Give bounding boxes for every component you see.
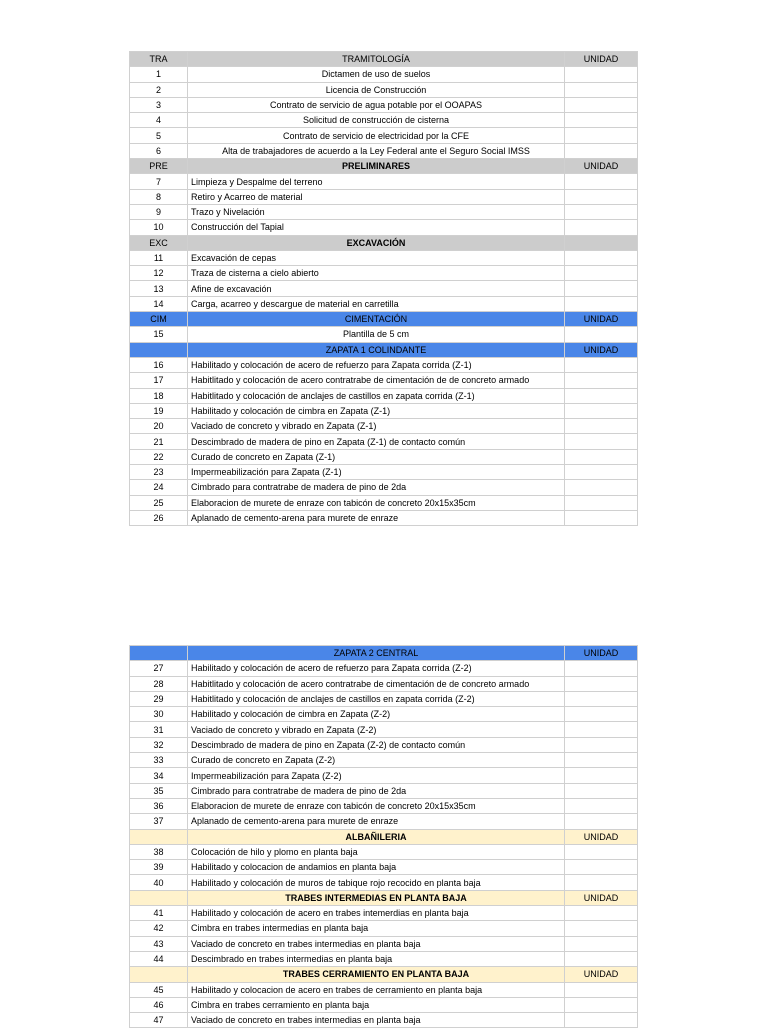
table-row: [130, 174, 638, 189]
item-number: 37: [130, 814, 188, 829]
section-header-row: [130, 159, 638, 174]
item-description: Habitlitado y colocación de anclajes de castillos en zapata corrida (Z-2): [188, 691, 565, 706]
item-number: 1: [130, 67, 188, 82]
table-row: [130, 281, 638, 296]
table-row: [130, 510, 638, 525]
table-row: [130, 982, 638, 997]
table-body: [130, 52, 638, 526]
table-row: [130, 875, 638, 890]
table-row: [130, 204, 638, 219]
section-title: ZAPATA 1 COLINDANTE: [188, 342, 565, 357]
unit-cell: [565, 327, 638, 342]
section-code: CIM: [130, 312, 188, 327]
unit-header: UNIDAD: [565, 159, 638, 174]
unit-header: UNIDAD: [565, 342, 638, 357]
item-description: Habilitado y colocacion de acero en trabes de cerramiento en planta baja: [188, 982, 565, 997]
item-description: Curado de concreto en Zapata (Z-1): [188, 449, 565, 464]
unit-cell: [565, 661, 638, 676]
section-title: TRABES INTERMEDIAS EN PLANTA BAJA: [188, 890, 565, 905]
table-row: [130, 220, 638, 235]
item-number: 34: [130, 768, 188, 783]
item-description: Traza de cisterna a cielo abierto: [188, 266, 565, 281]
table-row: [130, 768, 638, 783]
section-title: EXCAVACIÓN: [188, 235, 565, 250]
table-row: [130, 189, 638, 204]
unit-cell: [565, 419, 638, 434]
item-description: Plantilla de 5 cm: [188, 327, 565, 342]
item-description: Habitlitado y colocación de anclajes de castillos en zapata corrida (Z-1): [188, 388, 565, 403]
unit-cell: [565, 128, 638, 143]
item-number: 44: [130, 951, 188, 966]
table-row: [130, 113, 638, 128]
item-description: Vaciado de concreto y vibrado en Zapata (Z-1): [188, 419, 565, 434]
item-description: Cimbra en trabes intermedias en planta baja: [188, 921, 565, 936]
item-description: Habilitado y colocación de cimbra en Zapata (Z-1): [188, 403, 565, 418]
table-row: [130, 403, 638, 418]
unit-cell: [565, 860, 638, 875]
item-description: Cimbrado para contratrabe de madera de pino de 2da: [188, 783, 565, 798]
item-number: 24: [130, 480, 188, 495]
item-number: 17: [130, 373, 188, 388]
item-number: 33: [130, 753, 188, 768]
unit-cell: [565, 798, 638, 813]
table-row: [130, 495, 638, 510]
unit-header: [565, 235, 638, 250]
table-row: [130, 373, 638, 388]
table-row: [130, 250, 638, 265]
item-number: 21: [130, 434, 188, 449]
item-number: 11: [130, 250, 188, 265]
item-number: 18: [130, 388, 188, 403]
table-row: [130, 921, 638, 936]
item-number: 8: [130, 189, 188, 204]
item-description: Aplanado de cemento-arena para murete de enraze: [188, 814, 565, 829]
item-description: Elaboracion de murete de enraze con tabicón de concreto 20x15x35cm: [188, 798, 565, 813]
item-number: 40: [130, 875, 188, 890]
section-header-row: [130, 342, 638, 357]
table-row: [130, 691, 638, 706]
unit-cell: [565, 250, 638, 265]
unit-cell: [565, 921, 638, 936]
unit-cell: [565, 357, 638, 372]
table-row: [130, 327, 638, 342]
item-number: 19: [130, 403, 188, 418]
section-code: [130, 890, 188, 905]
item-description: Limpieza y Despalme del terreno: [188, 174, 565, 189]
table-row: [130, 798, 638, 813]
item-description: Vaciado de concreto en trabes intermedias en planta baja: [188, 936, 565, 951]
item-number: 29: [130, 691, 188, 706]
item-description: Afine de excavación: [188, 281, 565, 296]
item-number: 22: [130, 449, 188, 464]
unit-cell: [565, 97, 638, 112]
unit-cell: [565, 67, 638, 82]
section-code: TRA: [130, 52, 188, 67]
table-row: [130, 997, 638, 1012]
table-row: [130, 737, 638, 752]
unit-cell: [565, 220, 638, 235]
item-description: Vaciado de concreto y vibrado en Zapata (Z-2): [188, 722, 565, 737]
unit-cell: [565, 844, 638, 859]
unit-cell: [565, 449, 638, 464]
item-number: 6: [130, 143, 188, 158]
unit-cell: [565, 906, 638, 921]
unit-cell: [565, 465, 638, 480]
section-code: [130, 342, 188, 357]
unit-cell: [565, 722, 638, 737]
item-number: 16: [130, 357, 188, 372]
item-description: Carga, acarreo y descargue de material en carretilla: [188, 296, 565, 311]
item-description: Contrato de servicio de agua potable por el OOAPAS: [188, 97, 565, 112]
unit-cell: [565, 480, 638, 495]
item-number: 14: [130, 296, 188, 311]
unit-cell: [565, 266, 638, 281]
item-number: 32: [130, 737, 188, 752]
unit-cell: [565, 753, 638, 768]
item-description: Cimbrado para contratrabe de madera de pino de 2da: [188, 480, 565, 495]
item-description: Impermeabilización para Zapata (Z-2): [188, 768, 565, 783]
section-header-row: [130, 829, 638, 844]
table-row: [130, 722, 638, 737]
section-title: TRAMITOLOGÍA: [188, 52, 565, 67]
unit-cell: [565, 707, 638, 722]
item-description: Habilitado y colocación de muros de tabique rojo recocido en planta baja: [188, 875, 565, 890]
item-number: 46: [130, 997, 188, 1012]
section-header-row: [130, 52, 638, 67]
unit-cell: [565, 296, 638, 311]
section-code: [130, 967, 188, 982]
table-row: [130, 357, 638, 372]
item-number: 27: [130, 661, 188, 676]
unit-cell: [565, 189, 638, 204]
unit-cell: [565, 982, 638, 997]
table-row: [130, 783, 638, 798]
section-title: ALBAÑILERIA: [188, 829, 565, 844]
unit-cell: [565, 388, 638, 403]
item-description: Vaciado de concreto en trabes intermedias en planta baja: [188, 1013, 565, 1028]
table-row: [130, 67, 638, 82]
table-row: [130, 82, 638, 97]
item-description: Habilitado y colocación de cimbra en Zapata (Z-2): [188, 707, 565, 722]
unit-cell: [565, 997, 638, 1012]
section-code: [130, 646, 188, 661]
item-description: Habilitado y colocación de acero de refuerzo para Zapata corrida (Z-1): [188, 357, 565, 372]
item-description: Alta de trabajadores de acuerdo a la Ley Federal ante el Seguro Social IMSS: [188, 143, 565, 158]
unit-cell: [565, 814, 638, 829]
item-description: Licencia de Construcción: [188, 82, 565, 97]
item-description: Aplanado de cemento-arena para murete de enraze: [188, 510, 565, 525]
table-row: [130, 844, 638, 859]
item-description: Habilitado y colocación de acero en trabes intemerdias en planta baja: [188, 906, 565, 921]
unit-cell: [565, 737, 638, 752]
section-title: TRABES CERRAMIENTO EN PLANTA BAJA: [188, 967, 565, 982]
table-row: [130, 814, 638, 829]
item-description: Colocación de hilo y plomo en planta baja: [188, 844, 565, 859]
unit-cell: [565, 676, 638, 691]
unit-cell: [565, 783, 638, 798]
table-row: [130, 951, 638, 966]
section-header-row: [130, 235, 638, 250]
section-code: PRE: [130, 159, 188, 174]
table-row: [130, 449, 638, 464]
unit-cell: [565, 510, 638, 525]
unit-cell: [565, 875, 638, 890]
table-row: [130, 296, 638, 311]
item-description: Solicitud de construcción de cisterna: [188, 113, 565, 128]
unit-cell: [565, 768, 638, 783]
item-number: 36: [130, 798, 188, 813]
section-title: PRELIMINARES: [188, 159, 565, 174]
table-row: [130, 434, 638, 449]
item-number: 38: [130, 844, 188, 859]
table-row: [130, 1013, 638, 1028]
section-code: EXC: [130, 235, 188, 250]
item-number: 28: [130, 676, 188, 691]
item-description: Descimbrado en trabes intermedias en planta baja: [188, 951, 565, 966]
item-description: Habitlitado y colocación de acero contratrabe de cimentación de de concreto armado: [188, 373, 565, 388]
table-row: [130, 465, 638, 480]
item-number: 35: [130, 783, 188, 798]
table-row: [130, 661, 638, 676]
item-description: Impermeabilización para Zapata (Z-1): [188, 465, 565, 480]
unit-header: UNIDAD: [565, 967, 638, 982]
item-number: 12: [130, 266, 188, 281]
budget-table-part-2: [129, 645, 638, 1028]
item-number: 5: [130, 128, 188, 143]
item-description: Cimbra en trabes cerramiento en planta baja: [188, 997, 565, 1012]
unit-cell: [565, 691, 638, 706]
item-number: 23: [130, 465, 188, 480]
table-row: [130, 388, 638, 403]
section-header-row: [130, 646, 638, 661]
table-row: [130, 676, 638, 691]
item-number: 20: [130, 419, 188, 434]
unit-header: UNIDAD: [565, 646, 638, 661]
item-description: Habitlitado y colocación de acero contratrabe de cimentación de de concreto armado: [188, 676, 565, 691]
item-description: Dictamen de uso de suelos: [188, 67, 565, 82]
item-number: 45: [130, 982, 188, 997]
item-number: 13: [130, 281, 188, 296]
item-number: 4: [130, 113, 188, 128]
item-description: Descimbrado de madera de pino en Zapata (Z-2) de contacto común: [188, 737, 565, 752]
item-number: 43: [130, 936, 188, 951]
table-row: [130, 143, 638, 158]
item-number: 3: [130, 97, 188, 112]
unit-header: UNIDAD: [565, 312, 638, 327]
unit-cell: [565, 204, 638, 219]
item-description: Contrato de servicio de electricidad por la CFE: [188, 128, 565, 143]
unit-cell: [565, 82, 638, 97]
unit-cell: [565, 1013, 638, 1028]
section-header-row: [130, 312, 638, 327]
section-header-row: [130, 967, 638, 982]
unit-cell: [565, 281, 638, 296]
item-description: Excavación de cepas: [188, 250, 565, 265]
unit-header: UNIDAD: [565, 890, 638, 905]
item-number: 7: [130, 174, 188, 189]
unit-cell: [565, 495, 638, 510]
item-number: 42: [130, 921, 188, 936]
unit-cell: [565, 434, 638, 449]
item-number: 41: [130, 906, 188, 921]
table-row: [130, 860, 638, 875]
section-code: [130, 829, 188, 844]
item-number: 25: [130, 495, 188, 510]
section-title: CIMENTACIÓN: [188, 312, 565, 327]
table-row: [130, 419, 638, 434]
unit-cell: [565, 951, 638, 966]
unit-cell: [565, 113, 638, 128]
item-description: Trazo y Nivelación: [188, 204, 565, 219]
item-description: Habilitado y colocación de acero de refuerzo para Zapata corrida (Z-2): [188, 661, 565, 676]
table-row: [130, 480, 638, 495]
unit-cell: [565, 403, 638, 418]
item-number: 31: [130, 722, 188, 737]
item-description: Elaboracion de murete de enraze con tabicón de concreto 20x15x35cm: [188, 495, 565, 510]
unit-cell: [565, 174, 638, 189]
item-description: Curado de concreto en Zapata (Z-2): [188, 753, 565, 768]
table-row: [130, 707, 638, 722]
budget-table-part-1: [129, 51, 638, 526]
table-row: [130, 128, 638, 143]
section-title: ZAPATA 2 CENTRAL: [188, 646, 565, 661]
item-description: Habilitado y colocacion de andamios en planta baja: [188, 860, 565, 875]
item-number: 10: [130, 220, 188, 235]
unit-header: UNIDAD: [565, 829, 638, 844]
unit-cell: [565, 936, 638, 951]
table-row: [130, 97, 638, 112]
item-number: 39: [130, 860, 188, 875]
item-number: 9: [130, 204, 188, 219]
table-row: [130, 936, 638, 951]
unit-cell: [565, 373, 638, 388]
table-body: [130, 646, 638, 1028]
unit-cell: [565, 143, 638, 158]
table-row: [130, 906, 638, 921]
item-number: 30: [130, 707, 188, 722]
table-row: [130, 753, 638, 768]
table-row: [130, 266, 638, 281]
item-number: 47: [130, 1013, 188, 1028]
item-number: 26: [130, 510, 188, 525]
item-number: 2: [130, 82, 188, 97]
item-number: 15: [130, 327, 188, 342]
item-description: Construcción del Tapial: [188, 220, 565, 235]
section-header-row: [130, 890, 638, 905]
item-description: Descimbrado de madera de pino en Zapata (Z-1) de contacto común: [188, 434, 565, 449]
unit-header: UNIDAD: [565, 52, 638, 67]
item-description: Retiro y Acarreo de material: [188, 189, 565, 204]
